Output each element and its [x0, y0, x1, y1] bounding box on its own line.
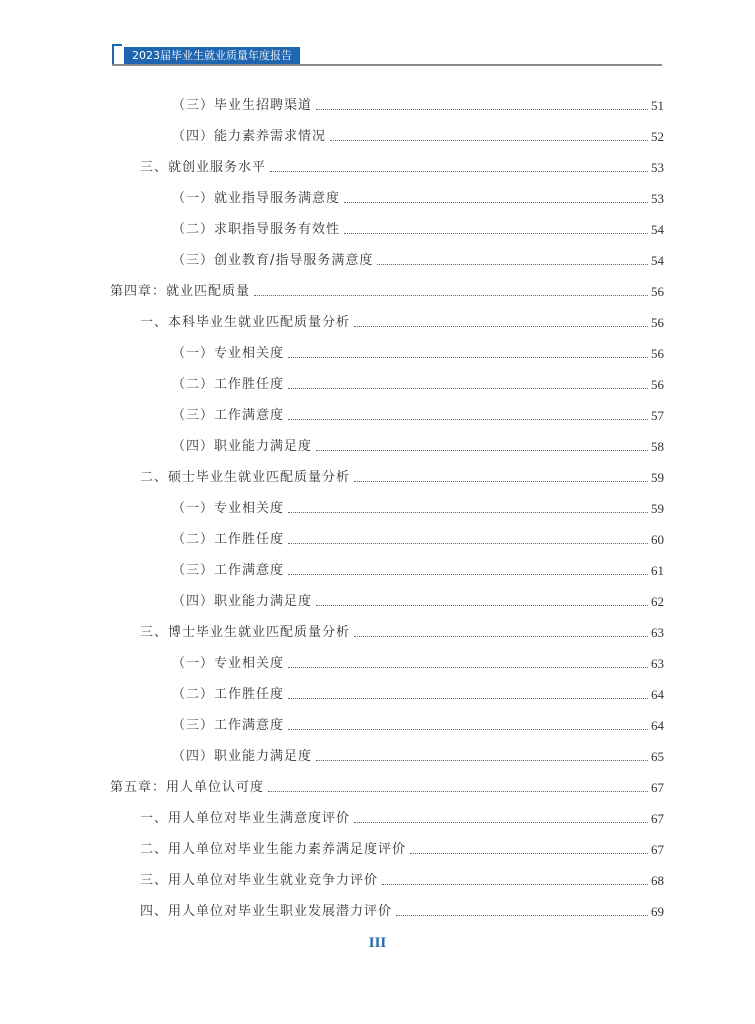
toc-entry-page: 67 — [651, 842, 664, 857]
toc-entry-page: 60 — [651, 532, 664, 547]
toc-entry[interactable] — [172, 592, 664, 612]
toc-entry[interactable] — [172, 220, 664, 240]
toc-entry-title: （四）能力素养需求情况 — [172, 129, 327, 144]
toc-entry-page: 65 — [651, 749, 664, 764]
toc-dot-leader — [344, 233, 648, 234]
toc-entry-title: （二）工作胜任度 — [172, 687, 285, 702]
toc-entry[interactable] — [172, 406, 664, 426]
toc-dot-leader — [288, 512, 648, 513]
toc-entry[interactable] — [110, 778, 664, 798]
toc-entry-page: 63 — [651, 656, 664, 671]
toc-entry-title: （二）工作胜任度 — [172, 377, 285, 392]
toc-entry-title: （四）职业能力满足度 — [172, 594, 313, 609]
toc-entry[interactable] — [140, 902, 664, 922]
toc-dot-leader — [354, 481, 648, 482]
toc-dot-leader — [288, 574, 648, 575]
toc-entry-title: （一）专业相关度 — [172, 346, 285, 361]
toc-dot-leader — [316, 760, 648, 761]
toc-dot-leader — [377, 264, 648, 265]
toc-entry-title: （三）工作满意度 — [172, 718, 285, 733]
toc-entry-title: 二、用人单位对毕业生能力素养满足度评价 — [140, 842, 407, 857]
toc-entry-page: 56 — [651, 284, 664, 299]
toc-entry[interactable] — [172, 251, 664, 271]
toc-entry[interactable] — [172, 375, 664, 395]
toc-entry-title: 第四章：就业匹配质量 — [110, 284, 251, 299]
toc-entry[interactable] — [140, 840, 664, 860]
toc-entry[interactable] — [140, 468, 664, 488]
toc-entry-title: 第五章：用人单位认可度 — [110, 780, 265, 795]
footer-page-number: III — [368, 935, 387, 951]
toc-entry-page: 52 — [651, 129, 664, 144]
toc-dot-leader — [330, 140, 648, 141]
toc-entry[interactable] — [110, 282, 664, 302]
toc-entry-page: 56 — [651, 377, 664, 392]
toc-entry[interactable] — [172, 716, 664, 736]
toc-dot-leader — [344, 202, 648, 203]
toc-entry[interactable] — [140, 158, 664, 178]
toc-dot-leader — [288, 667, 648, 668]
toc-entry[interactable] — [172, 344, 664, 364]
toc-dot-leader — [316, 109, 648, 110]
toc-dot-leader — [354, 326, 648, 327]
toc-entry-title: （四）职业能力满足度 — [172, 439, 313, 454]
toc-entry[interactable] — [172, 530, 664, 550]
toc-dot-leader — [410, 853, 648, 854]
toc-entry-page: 58 — [651, 439, 664, 454]
toc-entry[interactable] — [172, 685, 664, 705]
toc-entry-page: 62 — [651, 594, 664, 609]
toc-dot-leader — [354, 822, 648, 823]
toc-entry[interactable] — [140, 623, 664, 643]
toc-dot-leader — [288, 698, 648, 699]
toc-dot-leader — [288, 388, 648, 389]
toc-entry-title: （一）专业相关度 — [172, 656, 285, 671]
toc-entry-page: 64 — [651, 687, 664, 702]
toc-dot-leader — [396, 915, 648, 916]
toc-entry-page: 67 — [651, 780, 664, 795]
toc-entry-page: 69 — [651, 904, 664, 919]
toc-entry[interactable] — [140, 313, 664, 333]
toc-dot-leader — [254, 295, 648, 296]
toc-entry-page: 54 — [651, 253, 664, 268]
toc-dot-leader — [288, 543, 648, 544]
toc-dot-leader — [382, 884, 648, 885]
toc-entry-title: 三、就创业服务水平 — [140, 160, 267, 175]
toc-entry-page: 68 — [651, 873, 664, 888]
toc-dot-leader — [316, 450, 648, 451]
toc-entry-title: （三）工作满意度 — [172, 408, 285, 423]
toc-dot-leader — [316, 605, 648, 606]
toc-entry-page: 53 — [651, 160, 664, 175]
toc-entry-page: 63 — [651, 625, 664, 640]
toc-dot-leader — [270, 171, 648, 172]
toc-dot-leader — [288, 357, 648, 358]
toc-entry-page: 59 — [651, 501, 664, 516]
toc-entry-page: 57 — [651, 408, 664, 423]
toc-entry-title: （三）创业教育/指导服务满意度 — [172, 253, 374, 268]
toc-entry-title: 一、本科毕业生就业匹配质量分析 — [140, 315, 351, 330]
toc-entry-title: （一）专业相关度 — [172, 501, 285, 516]
toc-entry-title: 四、用人单位对毕业生职业发展潜力评价 — [140, 904, 393, 919]
toc-entry[interactable] — [140, 871, 664, 891]
toc-entry-title: 三、用人单位对毕业生就业竞争力评价 — [140, 873, 379, 888]
toc-entry-title: （三）毕业生招聘渠道 — [172, 98, 313, 113]
toc-entry-page: 59 — [651, 470, 664, 485]
toc-entry[interactable] — [172, 499, 664, 519]
toc-entry-title: （二）求职指导服务有效性 — [172, 222, 341, 237]
toc-dot-leader — [354, 636, 648, 637]
toc-entry-page: 53 — [651, 191, 664, 206]
toc-entry-page: 61 — [651, 563, 664, 578]
toc-entry[interactable] — [140, 809, 664, 829]
toc-dot-leader — [288, 729, 648, 730]
toc-entry-title: （四）职业能力满足度 — [172, 749, 313, 764]
toc-entry[interactable] — [172, 654, 664, 674]
toc-dot-leader — [268, 791, 648, 792]
toc-entry-page: 67 — [651, 811, 664, 826]
toc-entry-title: 二、硕士毕业生就业匹配质量分析 — [140, 470, 351, 485]
toc-entry[interactable] — [172, 189, 664, 209]
toc-entry-title: （二）工作胜任度 — [172, 532, 285, 547]
toc-entry-page: 56 — [651, 315, 664, 330]
toc-entry[interactable] — [172, 747, 664, 767]
toc-entry-page: 51 — [651, 98, 664, 113]
toc-entry-page: 64 — [651, 718, 664, 733]
toc-entry-title: 三、博士毕业生就业匹配质量分析 — [140, 625, 351, 640]
header-title: 2023届毕业生就业质量年度报告 — [124, 47, 300, 64]
toc-entry-title: （一）就业指导服务满意度 — [172, 191, 341, 206]
toc-entry-page: 56 — [651, 346, 664, 361]
toc-entry-page: 54 — [651, 222, 664, 237]
toc-entry[interactable] — [172, 96, 664, 116]
toc-entry[interactable] — [172, 127, 664, 147]
toc-dot-leader — [288, 419, 648, 420]
toc-entry-title: 一、用人单位对毕业生满意度评价 — [140, 811, 351, 826]
toc-entry[interactable] — [172, 561, 664, 581]
toc-entry-title: （三）工作满意度 — [172, 563, 285, 578]
toc-entry[interactable] — [172, 437, 664, 457]
